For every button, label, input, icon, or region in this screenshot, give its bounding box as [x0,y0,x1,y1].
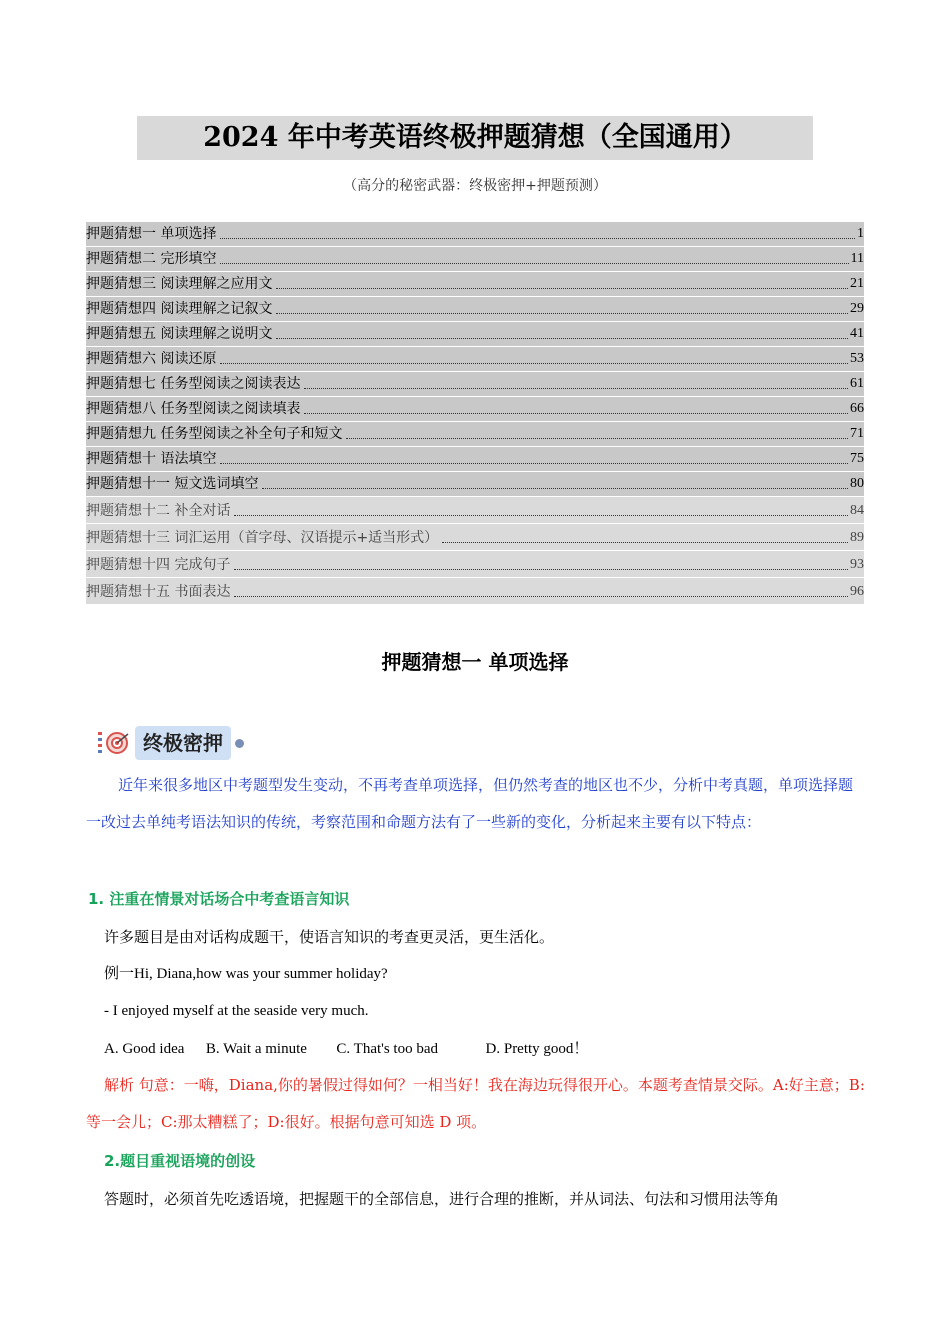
toc-page-number: 71 [850,426,864,441]
toc-leader-dots [304,412,848,414]
toc-page-number: 29 [850,301,864,316]
analysis-paragraph: 解析 句意：一嗨，Diana,你的暑假过得如何？一相当好！我在海边玩得很开心。本题考查情景交际。A:好主意；B:等一会儿；C:那太糟糕了；D:很好。根据句意可知选 D 项。 [86,1076,865,1131]
toc-leader-dots [304,387,848,389]
toc-label: 押题猜想十三 词汇运用（首字母、汉语提示+适当形式） [86,530,439,546]
toc-row[interactable] [86,497,864,524]
example-answer: - I enjoyed myself at the seaside very much. [104,1003,369,1019]
option-c: C. That's too bad [336,1041,439,1057]
toc-label: 押题猜想二 完形填空 [86,251,217,267]
toc-leader-dots [234,595,848,597]
toc-row[interactable] [86,447,864,472]
toc-page-number: 11 [850,251,864,266]
toc-leader-dots [262,487,848,489]
toc-row[interactable] [86,578,864,605]
toc-label: 押题猜想六 阅读还原 [86,351,217,367]
toc-row[interactable] [86,422,864,447]
option-a: A. Good idea [104,1041,185,1057]
badge-dot [235,739,244,748]
toc-label: 押题猜想十一 短文选词填空 [86,476,259,492]
toc-leader-dots [442,541,848,543]
toc-page-number: 53 [850,351,864,366]
toc-leader-dots [276,287,848,289]
badge-label: 终极密押 [135,726,231,760]
toc-page-number: 84 [850,503,864,518]
option-b: B. Wait a minute [205,1041,307,1057]
toc-leader-dots [276,312,848,314]
section-badge [97,724,244,762]
toc-row[interactable] [86,297,864,322]
toc-page-number: 66 [850,401,864,416]
toc-leader-dots [346,437,848,439]
toc-page-number: 93 [850,557,864,572]
toc-row[interactable] [86,347,864,372]
title-bar [137,116,813,160]
option-d: D. Pretty good！ [485,1041,589,1057]
toc-row[interactable] [86,397,864,422]
toc-page-number: 89 [850,530,864,545]
toc-page-number: 21 [850,276,864,291]
toc-row[interactable] [86,322,864,347]
toc-page-number: 61 [850,376,864,391]
toc-page-number: 1 [857,226,864,241]
toc-label: 押题猜想三 阅读理解之应用文 [86,276,273,292]
toc-page-number: 41 [850,326,864,341]
toc-label: 押题猜想九 任务型阅读之补全句子和短文 [86,426,343,442]
toc-row[interactable] [86,247,864,272]
toc-label: 押题猜想十二 补全对话 [86,503,231,519]
point2-text: 答题时，必须首先吃透语境，把握题干的全部信息，进行合理的推断，并从词法、句法和习惯用法等角 [104,1190,780,1208]
toc-leader-dots [220,462,848,464]
point1-heading: 1. 注重在情景对话场合中考查语言知识 [88,890,350,908]
toc-label: 押题猜想十 语法填空 [86,451,217,467]
toc-label: 押题猜想八 任务型阅读之阅读填表 [86,401,301,417]
example-question: 例一Hi, Diana,how was your summer holiday? [104,966,388,982]
toc-page-number: 96 [850,584,864,599]
toc-leader-dots [220,262,848,264]
toc-row[interactable] [86,222,864,247]
intro-paragraph: 近年来很多地区中考题型发生变动，不再考查单项选择，但仍然考查的地区也不少，分析中考真题，单项选择题一改过去单纯考语法知识的传统，考察范围和命题方法有了一些新的变化，分析起来主要有以下特点： [86,776,854,831]
toc-leader-dots [234,568,848,570]
toc-row[interactable] [86,272,864,297]
toc-row[interactable] [86,524,864,551]
toc-page-number: 80 [850,476,864,491]
toc-row[interactable] [86,551,864,578]
toc-label: 押题猜想四 阅读理解之记叙文 [86,301,273,317]
document-subtitle: （高分的秘密武器：终极密押+押题预测） [343,178,607,194]
toc-leader-dots [220,362,848,364]
toc-label: 押题猜想十五 书面表达 [86,584,231,600]
document-title: 2024 年中考英语终极押题猜想（全国通用） [203,122,747,153]
toc-page-number: 75 [850,451,864,466]
section-title: 押题猜想一 单项选择 [381,650,569,674]
target-icon [97,728,131,758]
toc-label: 押题猜想十四 完成句子 [86,557,231,573]
toc-row[interactable] [86,372,864,397]
toc-row[interactable] [86,472,864,497]
toc-leader-dots [276,337,848,339]
toc-label: 押题猜想五 阅读理解之说明文 [86,326,273,342]
point1-text: 许多题目是由对话构成题干，使语言知识的考查更灵活，更生活化。 [104,928,555,946]
toc-label: 押题猜想一 单项选择 [86,226,217,242]
toc-leader-dots [234,514,848,516]
answer-options [104,1038,588,1060]
toc-leader-dots [220,237,855,239]
table-of-contents [86,222,864,605]
point2-heading: 2.题目重视语境的创设 [104,1152,256,1170]
toc-label: 押题猜想七 任务型阅读之阅读表达 [86,376,301,392]
